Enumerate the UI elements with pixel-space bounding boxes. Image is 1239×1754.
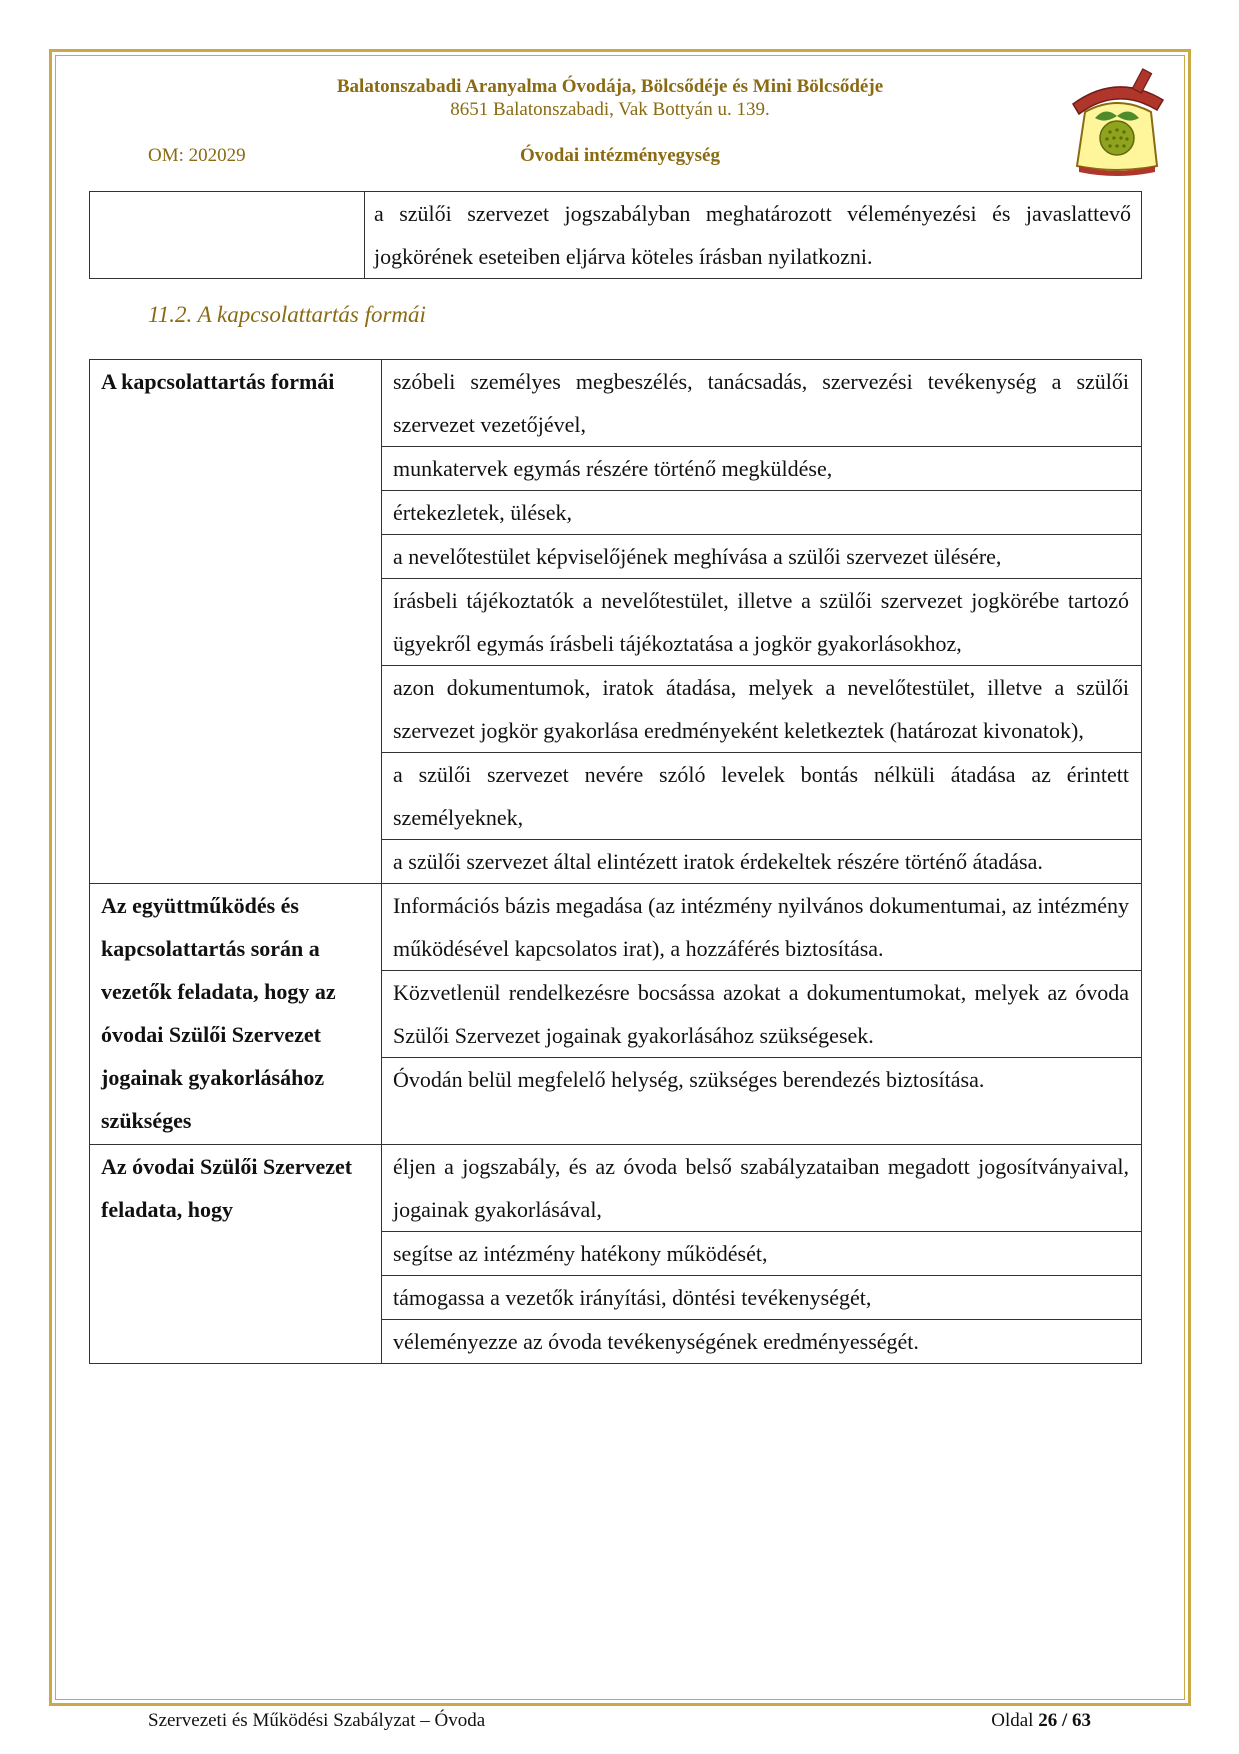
leaders-item: Információs bázis megadása (az intézmény nyilvános dokumentumai, az intézmény működésével kapcsolatos irat), a hozzáférés biztosítása. — [382, 884, 1142, 971]
header-institution: Balatonszabadi Aranyalma Óvodája, Bölcsődéje és Mini Bölcsődéje — [336, 76, 884, 97]
forms-item: a szülői szervezet által elintézett iratok érdekeltek részére történő átadása. — [382, 840, 1142, 884]
forms-item: azon dokumentumok, iratok átadása, melyek a nevelőtestület, illetve a szülői szervezet jogkör gyakorlása eredményeként keletkeztek (határozat kivonatok), — [382, 666, 1142, 753]
header-om: OM: 202029 — [148, 145, 246, 166]
continuation-text-cell: a szülői szervezet jogszabályban meghatározott véleményezési és javaslattevő jogkörének eseteiben eljárva köteles írásban nyilatkozni. — [365, 192, 1142, 279]
group-label-leaders: Az együttműködés és kapcsolattartás során a vezetők feladata, hogy az óvodai Szülői Szervezet jogainak gyakorlásához szükséges — [90, 884, 382, 1145]
footer-page — [991, 1710, 1091, 1732]
group-label-forms: A kapcsolattartás formái — [90, 360, 382, 884]
forms-item: a szülői szervezet nevére szóló levelek bontás nélküli átadása az érintett személyeknek, — [382, 753, 1142, 840]
parents-item: támogassa a vezetők irányítási, döntési tevékenységét, — [382, 1276, 1142, 1320]
parents-item: éljen a jogszabály, és az óvoda belső szabályzataiban megadott jogosítványaival, jogainak gyakorlásával, — [382, 1145, 1142, 1232]
header-address: 8651 Balatonszabadi, Vak Bottyán u. 139. — [450, 99, 770, 120]
leaders-item: Óvodán belül megfelelő helység, szükséges berendezés biztosítása. — [382, 1058, 1142, 1145]
section-title: 11.2. A kapcsolattartás formái — [148, 302, 426, 327]
footer-document: Szervezeti és Működési Szabályzat – Óvoda — [148, 1710, 486, 1731]
forms-item: munkatervek egymás részére történő megküldése, — [382, 447, 1142, 491]
footer-page-label: Oldal — [991, 1710, 1034, 1731]
forms-item: értekezletek, ülések, — [382, 491, 1142, 535]
group-label-parents: Az óvodai Szülői Szervezet feladata, hogy — [90, 1145, 382, 1364]
continuation-empty-cell — [90, 192, 365, 279]
forms-item: a nevelőtestület képviselőjének meghívása a szülői szervezet ülésére, — [382, 535, 1142, 579]
footer-page-separator: / — [1061, 1710, 1068, 1731]
contact-forms-table — [89, 359, 1142, 1364]
header-unit: Óvodai intézményegység — [519, 145, 720, 166]
apple-bell-logo-icon — [1065, 66, 1170, 178]
forms-item: szóbeli személyes megbeszélés, tanácsadás, szervezési tevékenység a szülői szervezet vezetőjével, — [382, 360, 1142, 447]
forms-item: írásbeli tájékoztatók a nevelőtestület, illetve a szülői szervezet jogkörébe tartozó ügyekről egymás írásbeli tájékoztatása a jogkör gyakorlásokhoz, — [382, 579, 1142, 666]
parents-item: véleményezze az óvoda tevékenységének eredményességét. — [382, 1320, 1142, 1364]
footer-page-current: 26 — [1038, 1710, 1058, 1731]
continuation-table — [89, 191, 1142, 279]
leaders-item: Közvetlenül rendelkezésre bocsássa azokat a dokumentumokat, melyek az óvoda Szülői Szervezet jogainak gyakorlásához szükségesek. — [382, 971, 1142, 1058]
parents-item: segítse az intézmény hatékony működését, — [382, 1232, 1142, 1276]
footer-page-total: 63 — [1072, 1710, 1091, 1731]
